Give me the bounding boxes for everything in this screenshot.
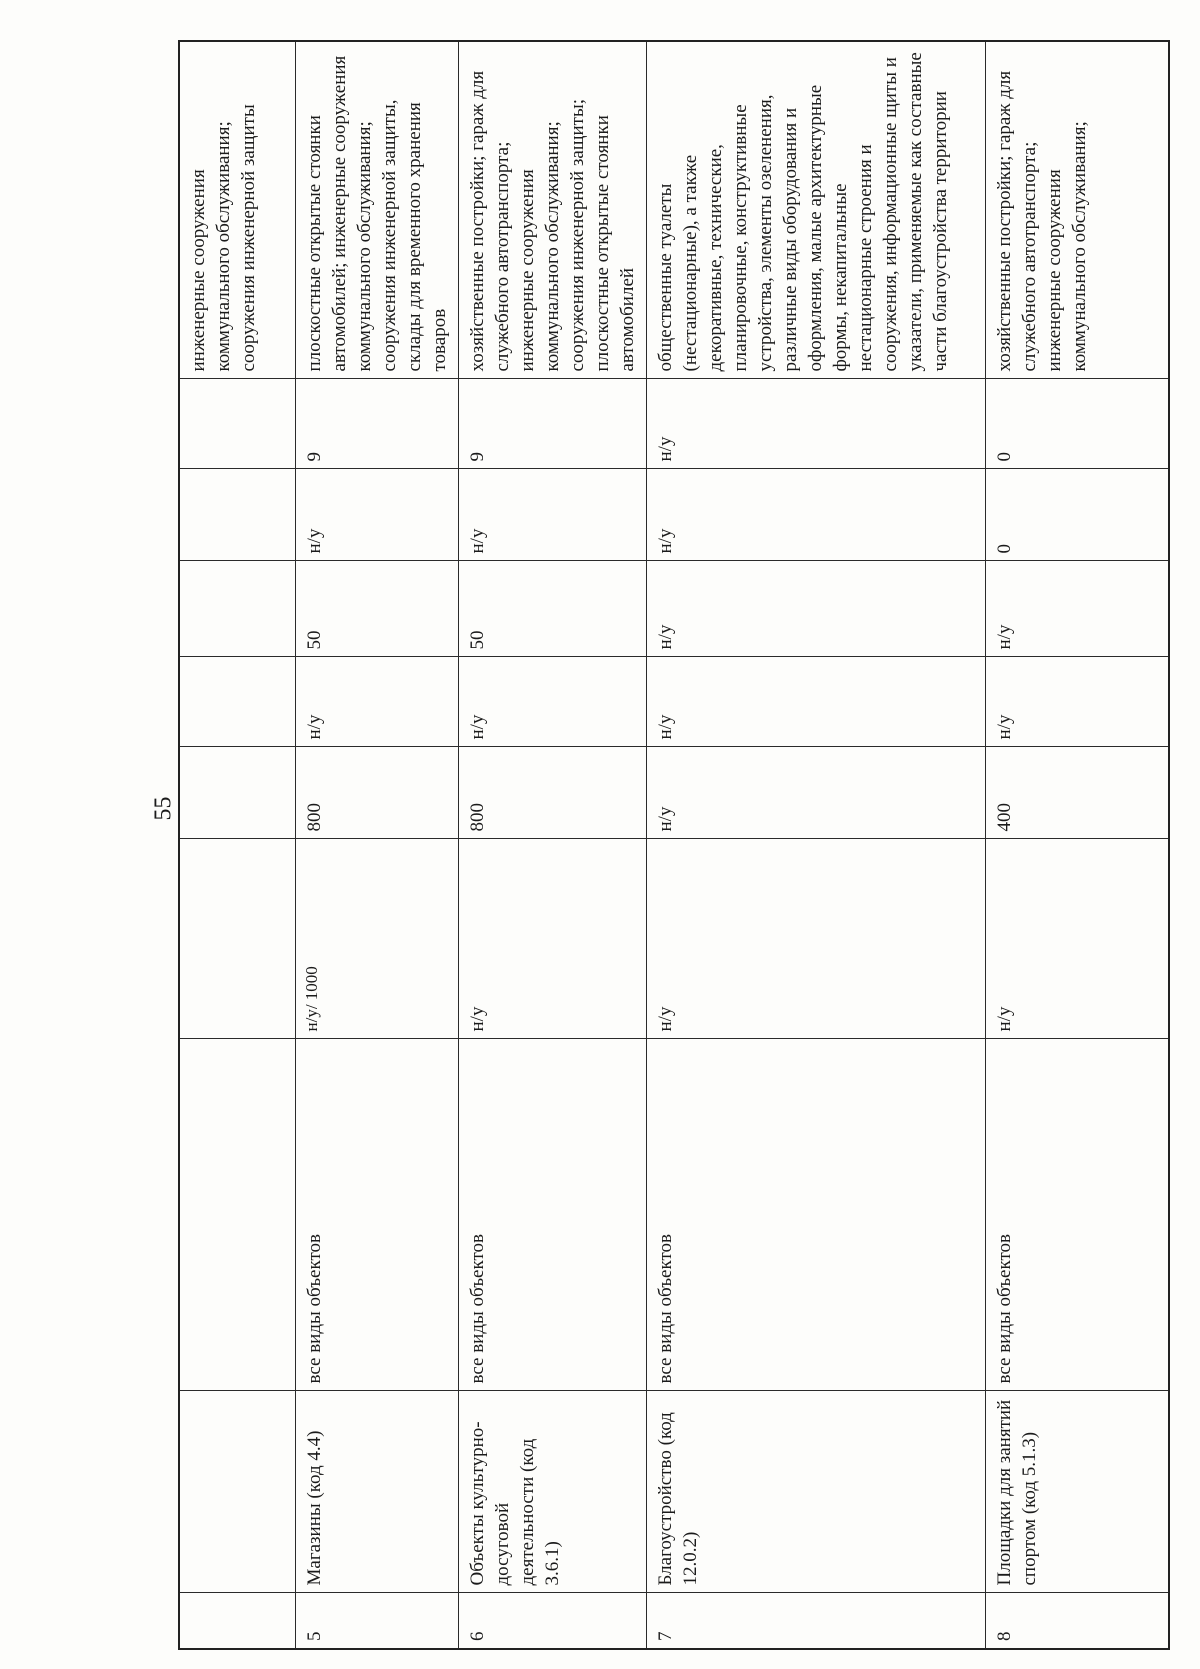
cell-c7: н/у xyxy=(647,561,986,657)
cell-aux: хозяйственные постройки; гараж для служебного автотранспорта; инженерные сооружения коммунального обслуживания; xyxy=(986,41,1170,379)
cell-c5: н/у xyxy=(647,747,986,839)
regulations-table xyxy=(178,40,1170,1650)
cell-types: все виды объектов xyxy=(986,1039,1170,1391)
cell-c6: н/у xyxy=(986,657,1170,747)
cell-c6: н/у xyxy=(296,657,459,747)
cell-c5: 400 xyxy=(986,747,1170,839)
cell-c6: н/у xyxy=(647,657,986,747)
cell-c4 xyxy=(179,839,296,1039)
cell-name: Благоустройство (код 12.0.2) xyxy=(647,1391,986,1593)
cell-c6: н/у xyxy=(459,657,647,747)
cell-c9: 9 xyxy=(296,379,459,469)
cell-c5: 800 xyxy=(296,747,459,839)
cell-c5: 800 xyxy=(459,747,647,839)
cell-c8: н/у xyxy=(647,469,986,561)
cell-c9: н/у xyxy=(647,379,986,469)
cell-types xyxy=(179,1039,296,1391)
table-container xyxy=(178,42,1102,1650)
cell-num: 7 xyxy=(647,1593,986,1649)
cell-name: Магазины (код 4.4) xyxy=(296,1391,459,1593)
table-row xyxy=(986,41,1170,1649)
cell-c5 xyxy=(179,747,296,839)
cell-aux: общественные туалеты (нестационарные), а также декоративные, технические, планировочные, конструктивные устройства, элементы озеленения, различные виды оборудования и оформления, малые архитектурные формы, некапитальные нестационарные строения и сооружения, информационные щиты и указатели, применяемые как составные части благоустройства территории xyxy=(647,41,986,379)
cell-c4: н/у/ 1000 xyxy=(296,839,459,1039)
cell-c7: 50 xyxy=(459,561,647,657)
cell-aux: инженерные сооружения коммунального обслуживания; сооружения инженерной защиты xyxy=(179,41,296,379)
cell-c9 xyxy=(179,379,296,469)
cell-c8: н/у xyxy=(296,469,459,561)
cell-c8: н/у xyxy=(459,469,647,561)
cell-num: 8 xyxy=(986,1593,1170,1649)
cell-c9: 9 xyxy=(459,379,647,469)
cell-aux: хозяйственные постройки; гараж для служебного автотранспорта; инженерные сооружения коммунального обслуживания; сооружения инженерной защиты; плоскостные открытые стоянки автомобилей xyxy=(459,41,647,379)
cell-c7: 50 xyxy=(296,561,459,657)
rotated-table-frame xyxy=(178,42,1102,1650)
cell-types: все виды объектов xyxy=(296,1039,459,1391)
cell-name xyxy=(179,1391,296,1593)
table-row xyxy=(647,41,986,1649)
cell-name: Объекты культурно-досуговой деятельности (код 3.6.1) xyxy=(459,1391,647,1593)
cell-c9: 0 xyxy=(986,379,1170,469)
cell-num: 6 xyxy=(459,1593,647,1649)
cell-c4: н/у xyxy=(647,839,986,1039)
page-number: 55 xyxy=(150,796,177,821)
cell-types: все виды объектов xyxy=(647,1039,986,1391)
cell-c8 xyxy=(179,469,296,561)
table-row xyxy=(296,41,459,1649)
cell-c8: 0 xyxy=(986,469,1170,561)
cell-c6 xyxy=(179,657,296,747)
cell-c4: н/у xyxy=(459,839,647,1039)
cell-c7: н/у xyxy=(986,561,1170,657)
table-row xyxy=(179,41,296,1649)
cell-c7 xyxy=(179,561,296,657)
cell-aux: плоскостные открытые стоянки автомобилей; инженерные сооружения коммунального обслуживания; сооружения инженерной защиты, склады для временного хранения товаров xyxy=(296,41,459,379)
cell-name: Площадки для занятий спортом (код 5.1.3) xyxy=(986,1391,1170,1593)
cell-c4: н/у xyxy=(986,839,1170,1039)
table-row xyxy=(459,41,647,1649)
cell-types: все виды объектов xyxy=(459,1039,647,1391)
cell-num: 5 xyxy=(296,1593,459,1649)
cell-num xyxy=(179,1593,296,1649)
